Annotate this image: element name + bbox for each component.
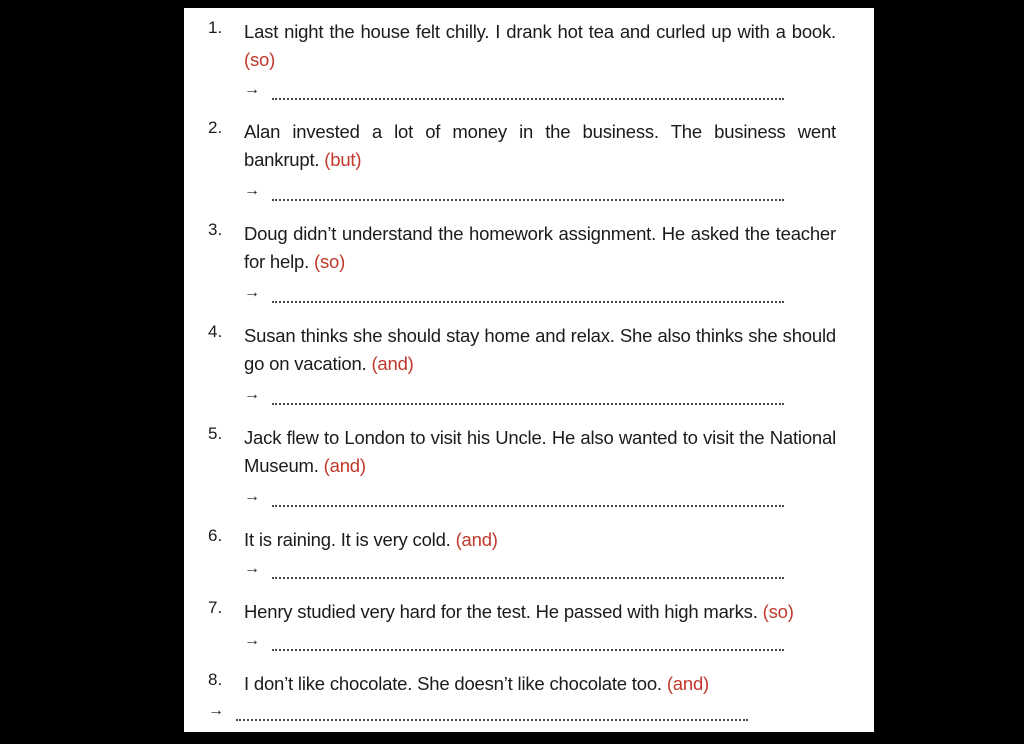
exercise-number: 7. (208, 598, 223, 617)
exercise-number: 5. (208, 424, 223, 443)
arrow-icon: → (244, 386, 260, 403)
answer-row[interactable] (244, 488, 804, 512)
exercise-number: 2. (208, 118, 223, 137)
answer-row[interactable] (244, 182, 804, 206)
conjunction-hint: (so) (244, 49, 276, 70)
conjunction-hint: (and) (666, 673, 710, 694)
answer-line[interactable] (272, 577, 784, 579)
exercise-sentence: Alan invested a lot of money in the business. The business went bankrupt. (but) (244, 121, 836, 170)
conjunction-hint: (and) (371, 353, 414, 374)
conjunction-hint: (so) (762, 601, 794, 622)
answer-row[interactable] (244, 386, 804, 410)
arrow-icon: → (244, 182, 260, 199)
exercise-number: 3. (208, 220, 223, 239)
arrow-icon: → (244, 488, 260, 505)
arrow-icon: → (244, 632, 260, 649)
answer-line[interactable] (272, 301, 784, 303)
answer-line[interactable] (272, 199, 784, 201)
arrow-icon: → (244, 284, 260, 301)
answer-line[interactable] (272, 403, 784, 405)
exercise-sentence: Susan thinks she should stay home and relax. She also thinks she should go on vacation. (and) (244, 325, 836, 374)
exercise-sentence: It is raining. It is very cold. (and) (244, 529, 498, 550)
exercise-sentence: Jack flew to London to visit his Uncle. He also wanted to visit the National Museum. (and) (244, 427, 836, 476)
answer-row[interactable] (208, 702, 768, 726)
answer-row[interactable] (244, 632, 804, 656)
exercise-sentence: Henry studied very hard for the test. He passed with high marks. (so) (244, 601, 794, 622)
arrow-icon: → (244, 81, 260, 98)
arrow-icon: → (208, 702, 224, 719)
conjunction-hint: (and) (455, 529, 498, 550)
exercise-sentence: Last night the house felt chilly. I drank hot tea and curled up with a book. (so) (244, 21, 836, 70)
answer-line[interactable] (272, 505, 784, 507)
answer-row[interactable] (244, 560, 804, 584)
exercise-number: 8. (208, 670, 223, 689)
arrow-icon: → (244, 560, 260, 577)
exercise-sentence: Doug didn’t understand the homework assignment. He asked the teacher for help. (so) (244, 223, 836, 272)
answer-row[interactable] (244, 81, 804, 105)
conjunction-hint: (so) (314, 251, 346, 272)
answer-line[interactable] (272, 649, 784, 651)
conjunction-hint: (but) (324, 149, 362, 170)
exercise-number: 1. (208, 18, 223, 37)
worksheet-page (184, 8, 874, 732)
exercise-sentence: I don’t like chocolate. She doesn’t like chocolate too. (and) (244, 673, 710, 694)
conjunction-hint: (and) (323, 455, 366, 476)
exercise-number: 4. (208, 322, 223, 341)
answer-line[interactable] (272, 98, 784, 100)
answer-line[interactable] (236, 719, 748, 721)
answer-row[interactable] (244, 284, 804, 308)
exercise-number: 6. (208, 526, 223, 545)
